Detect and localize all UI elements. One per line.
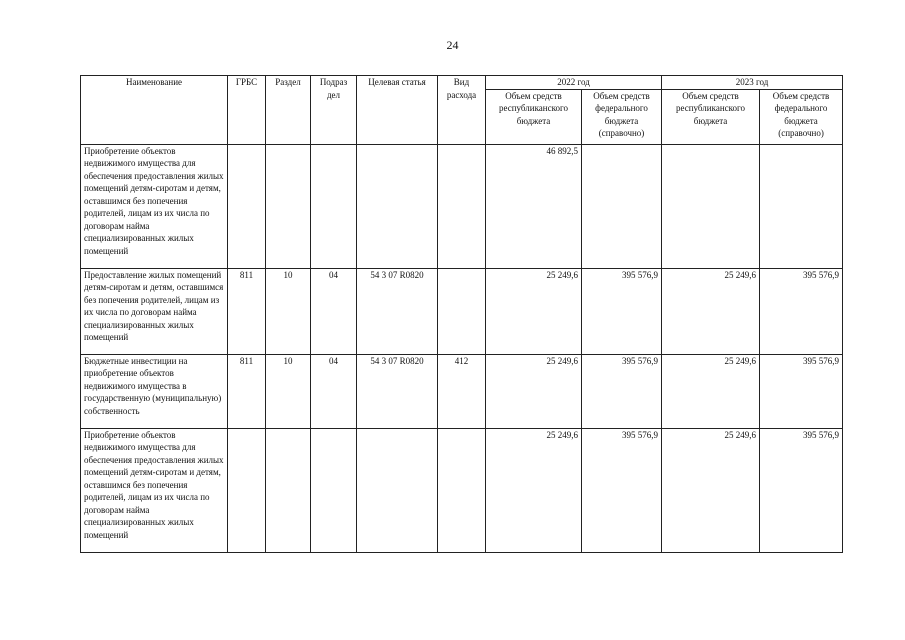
header-grbs: ГРБС [228,76,266,145]
cell-razdel: 10 [266,354,311,428]
cell-2022-fed [582,144,662,268]
subheader-2023-resp: Объем средств республиканского бюджета [662,89,760,144]
cell-celevaya [357,428,438,552]
cell-grbs: 811 [228,268,266,354]
subheader-2022-resp: Объем средств республиканского бюджета [486,89,582,144]
cell-2023-resp: 25 249,6 [662,354,760,428]
cell-razdel: 10 [266,268,311,354]
cell-grbs [228,144,266,268]
header-razdel: Раздел [266,76,311,145]
page-number: 24 [446,38,459,52]
cell-celevaya [357,144,438,268]
cell-2023-resp: 25 249,6 [662,268,760,354]
cell-celevaya: 54 3 07 R0820 [357,354,438,428]
header-year-2023: 2023 год [662,76,843,90]
budget-table [80,75,843,553]
cell-2022-fed: 395 576,9 [582,354,662,428]
cell-vid [438,268,486,354]
cell-podrazdel [311,144,357,268]
table-row [81,268,843,354]
cell-2022-resp: 25 249,6 [486,354,582,428]
cell-grbs [228,428,266,552]
cell-2022-resp: 25 249,6 [486,268,582,354]
cell-2023-fed: 395 576,9 [760,354,843,428]
header-row [81,76,843,90]
subheader-2022-fed: Объем средств федерального бюджета (справочно) [582,89,662,144]
cell-vid: 412 [438,354,486,428]
cell-2023-resp [662,144,760,268]
header-name: Наименование [81,76,228,145]
cell-2022-fed: 395 576,9 [582,428,662,552]
cell-razdel [266,144,311,268]
cell-celevaya: 54 3 07 R0820 [357,268,438,354]
header-vid: Вид расхода [438,76,486,145]
cell-razdel [266,428,311,552]
cell-podrazdel: 04 [311,354,357,428]
cell-2023-resp: 25 249,6 [662,428,760,552]
table-row [81,354,843,428]
header-podrazdel: Подраз дел [311,76,357,145]
cell-name: Предоставление жилых помещений детям-сиротам и детям, оставшимся без попечения родителей, лицам из их числа по договорам найма специализированных жилых помещений [81,268,228,354]
cell-2022-resp: 25 249,6 [486,428,582,552]
cell-2022-resp: 46 892,5 [486,144,582,268]
cell-2023-fed [760,144,843,268]
subheader-2023-fed: Объем средств федерального бюджета (справочно) [760,89,843,144]
cell-podrazdel: 04 [311,268,357,354]
cell-2023-fed: 395 576,9 [760,428,843,552]
table-row [81,144,843,268]
cell-name: Приобретение объектов недвижимого имущества для обеспечения предоставления жилых помещений детям-сиротам и детям, оставшимся без попечения родителей, лицам из их числа по договорам найма специализированных жилых помещений [81,144,228,268]
cell-vid [438,428,486,552]
cell-vid [438,144,486,268]
header-celevaya: Целевая статья [357,76,438,145]
cell-name: Бюджетные инвестиции на приобретение объектов недвижимого имущества в государственную (муниципальную) собственность [81,354,228,428]
cell-name: Приобретение объектов недвижимого имущества для обеспечения предоставления жилых помещений детям-сиротам и детям, оставшимся без попечения родителей, лицам из их числа по договорам найма специализированных жилых помещений [81,428,228,552]
table-row [81,428,843,552]
cell-2023-fed: 395 576,9 [760,268,843,354]
header-year-2022: 2022 год [486,76,662,90]
cell-podrazdel [311,428,357,552]
cell-2022-fed: 395 576,9 [582,268,662,354]
cell-grbs: 811 [228,354,266,428]
